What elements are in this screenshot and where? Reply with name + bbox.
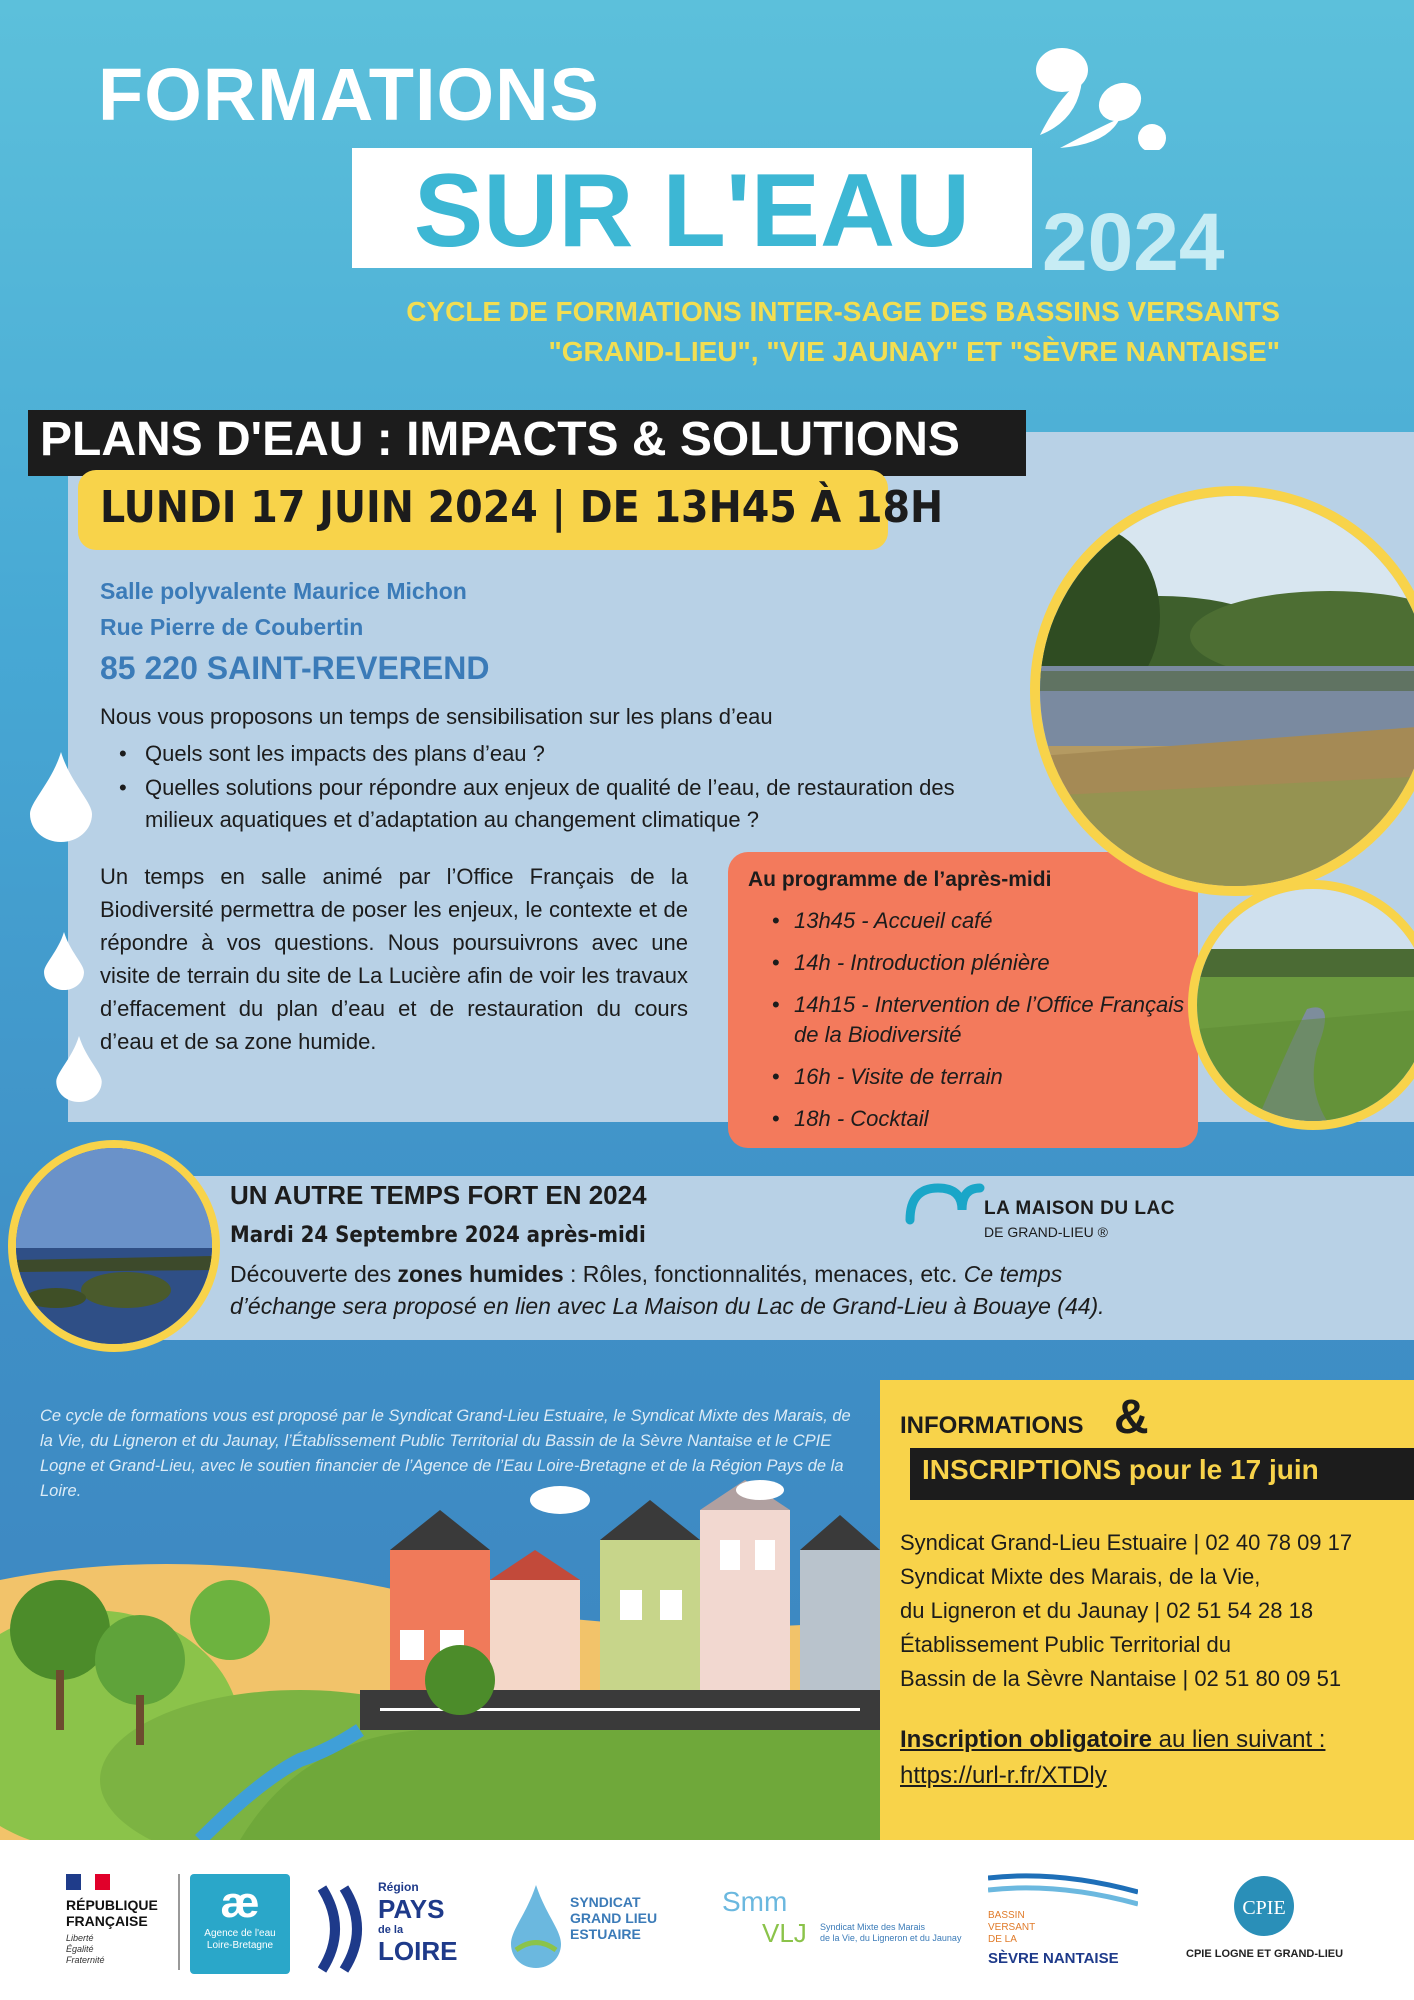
contact-list <box>900 1526 1352 1696</box>
water-drop-icon <box>30 752 92 842</box>
agence-line: Loire-Bretagne <box>206 1940 274 1951</box>
sevre-nantaise-logo <box>988 1870 1138 1980</box>
republique-line: FRANÇAISE <box>66 1913 148 1929</box>
list-item: • 16h - Visite de terrain <box>772 1062 1192 1092</box>
lake-photo <box>8 1140 220 1352</box>
sevre-wave-icon <box>988 1870 1138 1910</box>
title-year: 2024 <box>1042 197 1225 288</box>
subtitle-line-1: CYCLE DE FORMATIONS INTER-SAGE DES BASSINS VERSANTS <box>406 296 1280 327</box>
sevre-name: SÈVRE NANTAISE <box>988 1950 1119 1967</box>
region-pdl-logo <box>318 1880 468 1980</box>
list-item: • 18h - Cocktail <box>772 1104 1192 1134</box>
republique-line: RÉPUBLIQUE <box>66 1897 158 1913</box>
subtitle <box>140 292 1280 372</box>
date-banner-text: LUNDI 17 JUIN 2024 | DE 13H45 À 18H <box>100 482 944 533</box>
smmvlj-line: de la Vie, du Ligneron et du Jaunay <box>820 1933 962 1943</box>
credits-text: Ce cycle de formations vous est proposé par le Syndicat Grand-Lieu Estuaire, le Syndicat Mixte des Marais, de la Vie, du Ligneron et du Jaunay, l’Établissement Public Territorial du Bassin de la Sèvre Nantaise et le CPIE Logne et Grand-Lieu, avec le soutien financier de l’Agence de l’Eau Loire-Bretagne et de la Région Pays de la Loire. <box>40 1407 851 1500</box>
list-item: • Quels sont les impacts des plans d’eau ? <box>115 738 975 770</box>
title-formations: FORMATIONS <box>98 53 600 136</box>
subtitle-line-2: "GRAND-LIEU", "VIE JAUNAY" ET "SÈVRE NANTAISE" <box>548 336 1280 367</box>
desc-prefix: Découverte des <box>230 1261 398 1287</box>
motto-line: Égalité <box>66 1944 94 1954</box>
syndicat-line: GRAND LIEU <box>570 1910 658 1926</box>
footer-logos <box>0 1840 1414 2000</box>
syndicat-line: SYNDICAT <box>570 1894 641 1910</box>
sevre-line: BASSIN <box>988 1910 1025 1921</box>
syndicat-line: ESTUAIRE <box>570 1926 641 1942</box>
desc-bold: zones humides <box>397 1261 564 1287</box>
second-event-title: UN AUTRE TEMPS FORT EN 2024 <box>230 1180 647 1210</box>
region-pays: PAYS <box>378 1894 445 1924</box>
event-description: Un temps en salle animé par l’Office Français de la Biodiversité permettra de poser les enjeux, le contexte et de répondre à vos questions. Nous poursuivrons avec une visite de terrain du site de La Lucière afin de voir les travaux d’effacement du plan d’eau et de restauration du cours d’eau et de sa zone humide. <box>100 864 688 1054</box>
event-intro: Nous vous proposons un temps de sensibilisation sur les plans d’eau <box>100 704 773 729</box>
contact-line: du Ligneron et du Jaunay | 02 51 54 28 18 <box>900 1598 1314 1623</box>
second-event-date: Mardi 24 Septembre 2024 après-midi <box>230 1223 646 1248</box>
republique-logo <box>66 1874 166 1966</box>
registration-note <box>900 1726 1325 1754</box>
sevre-line: VERSANT <box>988 1922 1036 1933</box>
title-sur-leau: SUR L'EAU <box>413 153 971 269</box>
maison-du-lac-name: LA MAISON DU LAC <box>984 1198 1175 1219</box>
cpie-logo <box>1186 1874 1346 1974</box>
registration-rest: au lien suivant : <box>1152 1726 1326 1753</box>
water-splash-icon <box>1020 40 1170 150</box>
water-drop-icon <box>56 1036 102 1102</box>
desc-middle: : Rôles, fonctionnalités, menaces, etc. <box>563 1261 964 1287</box>
contact-line: Syndicat Mixte des Marais, de la Vie, <box>900 1564 1261 1589</box>
list-item: • 14h - Introduction plénière <box>772 948 1192 978</box>
program-list <box>772 906 1192 1146</box>
list-item: • 14h15 - Intervention de l’Office Français de la Biodiversité <box>772 990 1192 1050</box>
venue-city: 85 220 SAINT-REVEREND <box>100 650 490 686</box>
smmvlj-mark: Smm <box>722 1886 788 1917</box>
program-title: Au programme de l’après-midi <box>748 868 1052 891</box>
event-banner-text: PLANS D'EAU : IMPACTS & SOLUTIONS <box>40 413 960 466</box>
smmvlj-logo <box>722 1882 962 1972</box>
info-heading: INFORMATIONS <box>900 1412 1084 1439</box>
flag-icon <box>66 1874 110 1890</box>
syndicat-drop-icon <box>506 1880 566 1970</box>
agence-line: Agence de l'eau <box>204 1928 276 1939</box>
desc-italic: Ce temps d’échange sera proposé en lien avec La Maison du Lac de Grand-Lieu à Bouaye (44). <box>230 1261 1105 1319</box>
agence-eau-logo: æ Agence de l'eau Loire-Bretagne <box>190 1874 290 1974</box>
sevre-line: DE LA <box>988 1934 1017 1945</box>
region-label: Région <box>378 1880 419 1894</box>
motto-line: Liberté <box>66 1933 94 1943</box>
region-mark-icon <box>318 1884 372 1974</box>
venue-street: Rue Pierre de Coubertin <box>100 614 364 640</box>
water-drop-icon <box>44 932 84 990</box>
cpie-mark-icon <box>1232 1874 1296 1938</box>
contact-line: Établissement Public Territorial du <box>900 1632 1231 1657</box>
maison-du-lac-sub: DE GRAND-LIEU ® <box>984 1224 1108 1240</box>
info-subheading: INSCRIPTIONS pour le 17 juin <box>922 1454 1319 1485</box>
question-list <box>115 738 975 838</box>
venue-name: Salle polyvalente Maurice Michon <box>100 578 467 604</box>
registration-link[interactable]: https://url-r.fr/XTDly <box>900 1762 1107 1789</box>
smmvlj-mark-2: VLJ <box>762 1918 807 1948</box>
second-event-description <box>230 1258 1160 1322</box>
logo-divider <box>178 1874 180 1970</box>
list-item: • 13h45 - Accueil café <box>772 906 1192 936</box>
syndicat-gle-logo <box>506 1880 676 1980</box>
cpie-mark-text: CPIE <box>1242 1897 1286 1919</box>
region-loire: LOIRE <box>378 1936 458 1966</box>
village-illustration <box>0 1480 880 1840</box>
info-ampersand: & <box>1114 1391 1149 1444</box>
smmvlj-line: Syndicat Mixte des Marais <box>820 1922 926 1932</box>
region-delala: de la <box>378 1924 404 1936</box>
list-item: • Quelles solutions pour répondre aux enjeux de qualité de l’eau, de restauration des milieux aquatiques et d’adaptation au changement climatique ? <box>115 772 975 836</box>
contact-line: Syndicat Grand-Lieu Estuaire | 02 40 78 09 17 <box>900 1530 1353 1555</box>
registration-bold: Inscription obligatoire <box>900 1726 1153 1753</box>
motto-line: Fraternité <box>66 1955 105 1965</box>
cpie-name: CPIE LOGNE ET GRAND-LIEU <box>1186 1948 1344 1960</box>
contact-line: Bassin de la Sèvre Nantaise | 02 51 80 09 51 <box>900 1666 1342 1691</box>
